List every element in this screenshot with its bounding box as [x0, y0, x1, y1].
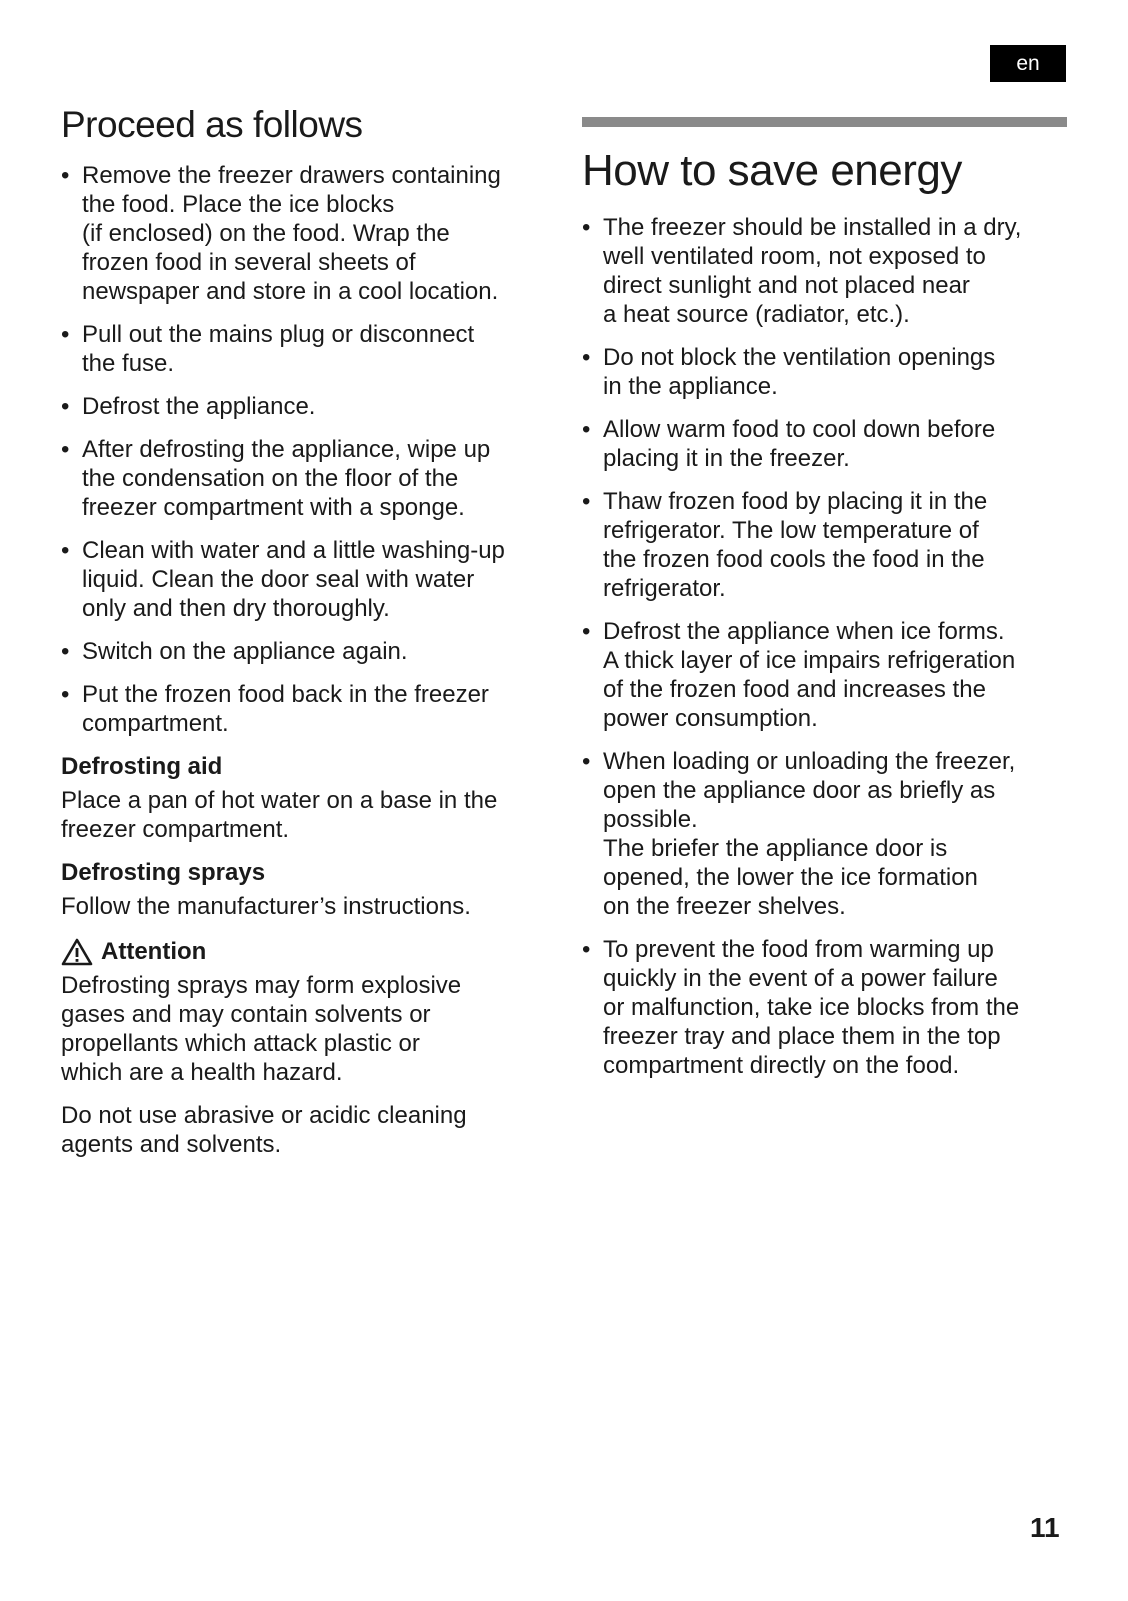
text-line: • Thaw frozen food by placing it in the: [603, 488, 988, 515]
text-line: refrigerator.: [603, 575, 726, 602]
text-line: The briefer the appliance door is: [603, 835, 948, 862]
text-line: open the appliance door as briefly as: [603, 777, 996, 804]
list-item: [582, 935, 1067, 1080]
text-line: of the frozen food and increases the: [603, 676, 986, 703]
text-line: opened, the lower the ice formation: [603, 864, 978, 891]
text-line: Place a pan of hot water on a base in the: [61, 787, 498, 814]
text-line: • After defrosting the appliance, wipe up: [82, 436, 491, 463]
warning-triangle-icon: [61, 938, 93, 966]
attention-heading: [61, 937, 551, 967]
defrosting-sprays-heading: Defrosting sprays: [61, 859, 266, 886]
text-line: direct sunlight and not placed near: [603, 272, 970, 299]
text-line: freezer compartment.: [61, 816, 290, 843]
defrosting-sprays-text: [61, 892, 551, 921]
text-line: • The freezer should be installed in a dry,: [603, 214, 1022, 241]
list-item: [61, 680, 551, 738]
list-item: [582, 487, 1067, 603]
list-item: [582, 617, 1067, 733]
text-line: • Do not block the ventilation openings: [603, 344, 996, 371]
text-line: Do not use abrasive or acidic cleaning: [61, 1102, 467, 1129]
list-item: [61, 637, 551, 666]
list-item: [61, 435, 551, 522]
text-line: • Remove the freezer drawers containing: [82, 162, 501, 189]
text-line: compartment.: [82, 710, 229, 737]
text-line: the fuse.: [82, 350, 175, 377]
text-line: • When loading or unloading the freezer,: [603, 748, 1016, 775]
proceed-heading: Proceed as follows: [61, 104, 363, 145]
text-line: freezer compartment with a sponge.: [82, 494, 465, 521]
text-line: • Defrost the appliance when ice forms.: [603, 618, 1005, 645]
text-line: placing it in the freezer.: [603, 445, 850, 472]
right-column: [582, 117, 1067, 1094]
text-line: • Clean with water and a little washing-up: [82, 537, 505, 564]
text-line: the food. Place the ice blocks: [82, 191, 395, 218]
text-line: • Switch on the appliance again.: [82, 638, 408, 665]
text-line: Follow the manufacturer’s instructions.: [61, 893, 471, 920]
text-line: • Put the frozen food back in the freezer: [82, 681, 489, 708]
text-line: the condensation on the floor of the: [82, 465, 459, 492]
text-line: well ventilated room, not exposed to: [603, 243, 986, 270]
text-line: compartment directly on the food.: [603, 1052, 960, 1079]
closing-text: [61, 1101, 551, 1159]
text-line: • To prevent the food from warming up: [603, 936, 994, 963]
section-rule: [582, 117, 1067, 127]
language-badge: en: [990, 45, 1066, 82]
text-line: newspaper and store in a cool location.: [82, 278, 499, 305]
text-line: Defrosting sprays may form explosive: [61, 972, 462, 999]
text-line: or malfunction, take ice blocks from the: [603, 994, 1020, 1021]
text-line: A thick layer of ice impairs refrigeration: [603, 647, 1016, 674]
save-energy-list: [582, 213, 1067, 1080]
text-line: frozen food in several sheets of: [82, 249, 416, 276]
text-line: quickly in the event of a power failure: [603, 965, 998, 992]
list-item: [582, 415, 1067, 473]
text-line: freezer tray and place them in the top: [603, 1023, 1001, 1050]
text-line: only and then dry thoroughly.: [82, 595, 390, 622]
text-line: • Defrost the appliance.: [82, 393, 316, 420]
save-energy-heading: How to save energy: [582, 146, 962, 195]
text-line: propellants which attack plastic or: [61, 1030, 420, 1057]
text-line: agents and solvents.: [61, 1131, 282, 1158]
page-number: 11: [1030, 1512, 1060, 1543]
proceed-list: [61, 161, 551, 738]
text-line: • Pull out the mains plug or disconnect: [82, 321, 475, 348]
text-line: gases and may contain solvents or: [61, 1001, 431, 1028]
text-line: which are a health hazard.: [61, 1059, 343, 1086]
list-item: [61, 536, 551, 623]
attention-text: [61, 971, 551, 1087]
text-line: (if enclosed) on the food. Wrap the: [82, 220, 450, 247]
text-line: the frozen food cools the food in the: [603, 546, 985, 573]
list-item: [61, 320, 551, 378]
list-item: [582, 343, 1067, 401]
list-item: [61, 161, 551, 306]
list-item: [61, 392, 551, 421]
defrosting-aid-heading: Defrosting aid: [61, 753, 223, 780]
text-line: in the appliance.: [603, 373, 778, 400]
list-item: [582, 747, 1067, 921]
text-line: power consumption.: [603, 705, 818, 732]
attention-label: Attention: [101, 938, 207, 965]
text-line: • Allow warm food to cool down before: [603, 416, 996, 443]
list-item: [582, 213, 1067, 329]
text-line: a heat source (radiator, etc.).: [603, 301, 910, 328]
text-line: refrigerator. The low temperature of: [603, 517, 979, 544]
text-line: liquid. Clean the door seal with water: [82, 566, 475, 593]
left-column: [61, 103, 551, 1173]
defrosting-aid-text: [61, 786, 551, 844]
text-line: on the freezer shelves.: [603, 893, 846, 920]
text-line: possible.: [603, 806, 698, 833]
